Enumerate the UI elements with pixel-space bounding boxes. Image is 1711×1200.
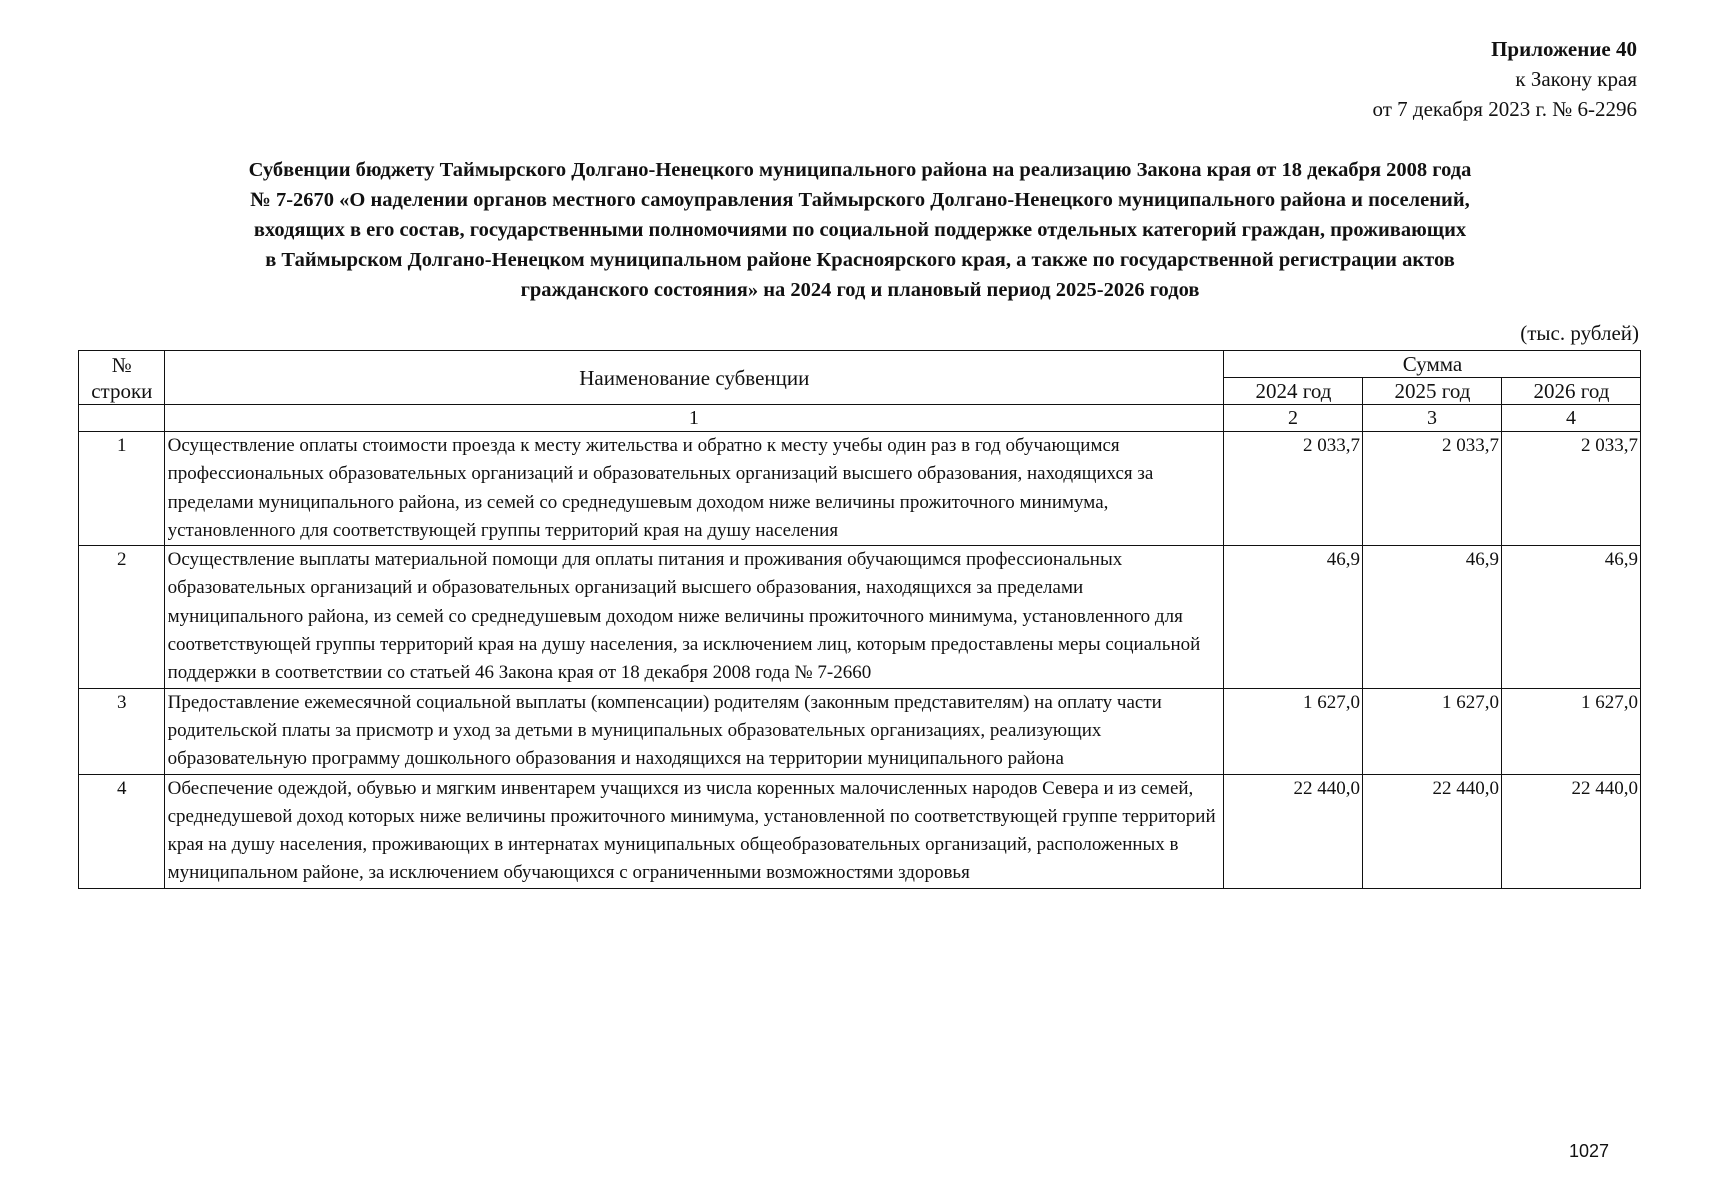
table-row xyxy=(79,688,1641,774)
header-year-2024: 2024 год xyxy=(1224,378,1363,405)
row-amount-2025: 2 033,7 xyxy=(1363,432,1502,546)
header-row-number-sign: № xyxy=(111,352,132,377)
document-title xyxy=(80,155,1640,305)
row-subvention-name: Осуществление выплаты материальной помощи для оплаты питания и проживания обучающимся профессиональных образовательных организаций и образовательных организаций высшего образования, находящихся за пределами муниципального района, из семей со среднедушевым доходом ниже величины прожиточного минимума, установленного для соответствующей группы территорий края на душу населения, за исключением лиц, которым предоставлены меры социальной поддержки в соответствии со статьей 46 Закона края от 18 декабря 2008 года № 7-2660 xyxy=(164,546,1223,688)
column-index: 1 xyxy=(164,405,1223,432)
header-year-2025: 2025 год xyxy=(1363,378,1502,405)
row-amount-2024: 1 627,0 xyxy=(1224,688,1363,774)
units-label: (тыс. рублей) xyxy=(1520,321,1639,345)
appendix-title: Приложение 40 xyxy=(1491,37,1637,61)
row-number: 4 xyxy=(79,774,165,888)
row-amount-2025: 1 627,0 xyxy=(1363,688,1502,774)
header-row-number-word: строки xyxy=(91,378,153,403)
title-line: № 7-2670 «О наделении органов местного самоуправления Таймырского Долгано-Ненецкого муниципального района и поселений, xyxy=(250,189,1470,211)
column-index: 3 xyxy=(1363,405,1502,432)
title-line: входящих в его состав, государственными полномочиями по социальной поддержке отдельных категорий граждан, проживающих xyxy=(253,219,1467,241)
table-row xyxy=(79,774,1641,888)
row-amount-2024: 2 033,7 xyxy=(1224,432,1363,546)
table-row xyxy=(79,546,1641,688)
header-row xyxy=(79,351,1641,378)
title-line: гражданского состояния» на 2024 год и плановый период 2025-2026 годов xyxy=(520,279,1200,301)
row-amount-2026: 1 627,0 xyxy=(1501,688,1640,774)
row-amount-2025: 22 440,0 xyxy=(1363,774,1502,888)
row-number: 2 xyxy=(79,546,165,688)
subventions-table xyxy=(78,350,1641,889)
row-amount-2025: 46,9 xyxy=(1363,546,1502,688)
title-line: Субвенции бюджету Таймырского Долгано-Ненецкого муниципального района на реализацию Закона края от 18 декабря 2008 года xyxy=(248,159,1472,181)
row-number: 1 xyxy=(79,432,165,546)
header-row-number xyxy=(79,351,165,405)
row-subvention-name: Предоставление ежемесячной социальной выплаты (компенсации) родителям (законным представителям) на оплату части родительской платы за присмотр и уход за детьми в муниципальных образовательных организациях, реализующих образовательную программу дошкольного образования и находящихся на территории муниципального района xyxy=(164,688,1223,774)
appendix-law-ref: к Закону края xyxy=(1515,67,1637,91)
header-year-2026: 2026 год xyxy=(1501,378,1640,405)
column-index-row xyxy=(79,405,1641,432)
row-subvention-name: Обеспечение одеждой, обувью и мягким инвентарем учащихся из числа коренных малочисленных народов Севера и из семей, среднедушевой доход которых ниже величины прожиточного минимума, установленной по соответствующей группе территорий края на душу населения, проживающих в интернатах муниципальных общеобразовательных организаций, расположенных в муниципальном районе, за исключением обучающихся с ограниченными возможностями здоровья xyxy=(164,774,1223,888)
page-number: 1027 xyxy=(1569,1141,1610,1161)
column-index: 2 xyxy=(1224,405,1363,432)
appendix-header xyxy=(1373,34,1637,124)
column-index: 4 xyxy=(1501,405,1640,432)
title-line: в Таймырском Долгано-Ненецком муниципальном районе Красноярского края, а также по государственной регистрации актов xyxy=(265,249,1455,271)
row-subvention-name: Осуществление оплаты стоимости проезда к месту жительства и обратно к месту учебы один раз в год обучающимся профессиональных образовательных организаций и образовательных организаций высшего образования, находящихся за пределами муниципального района, из семей со среднедушевым доходом ниже величины прожиточного минимума, установленного для соответствующей группы территорий края на душу населения xyxy=(164,432,1223,546)
column-index-empty xyxy=(79,405,165,432)
row-number: 3 xyxy=(79,688,165,774)
row-amount-2026: 2 033,7 xyxy=(1501,432,1640,546)
row-amount-2026: 46,9 xyxy=(1501,546,1640,688)
header-sum: Сумма xyxy=(1224,351,1641,378)
row-amount-2024: 22 440,0 xyxy=(1224,774,1363,888)
table-row xyxy=(79,432,1641,546)
header-subvention-name: Наименование субвенции xyxy=(164,351,1223,405)
row-amount-2026: 22 440,0 xyxy=(1501,774,1640,888)
row-amount-2024: 46,9 xyxy=(1224,546,1363,688)
appendix-law-date: от 7 декабря 2023 г. № 6-2296 xyxy=(1372,97,1637,121)
